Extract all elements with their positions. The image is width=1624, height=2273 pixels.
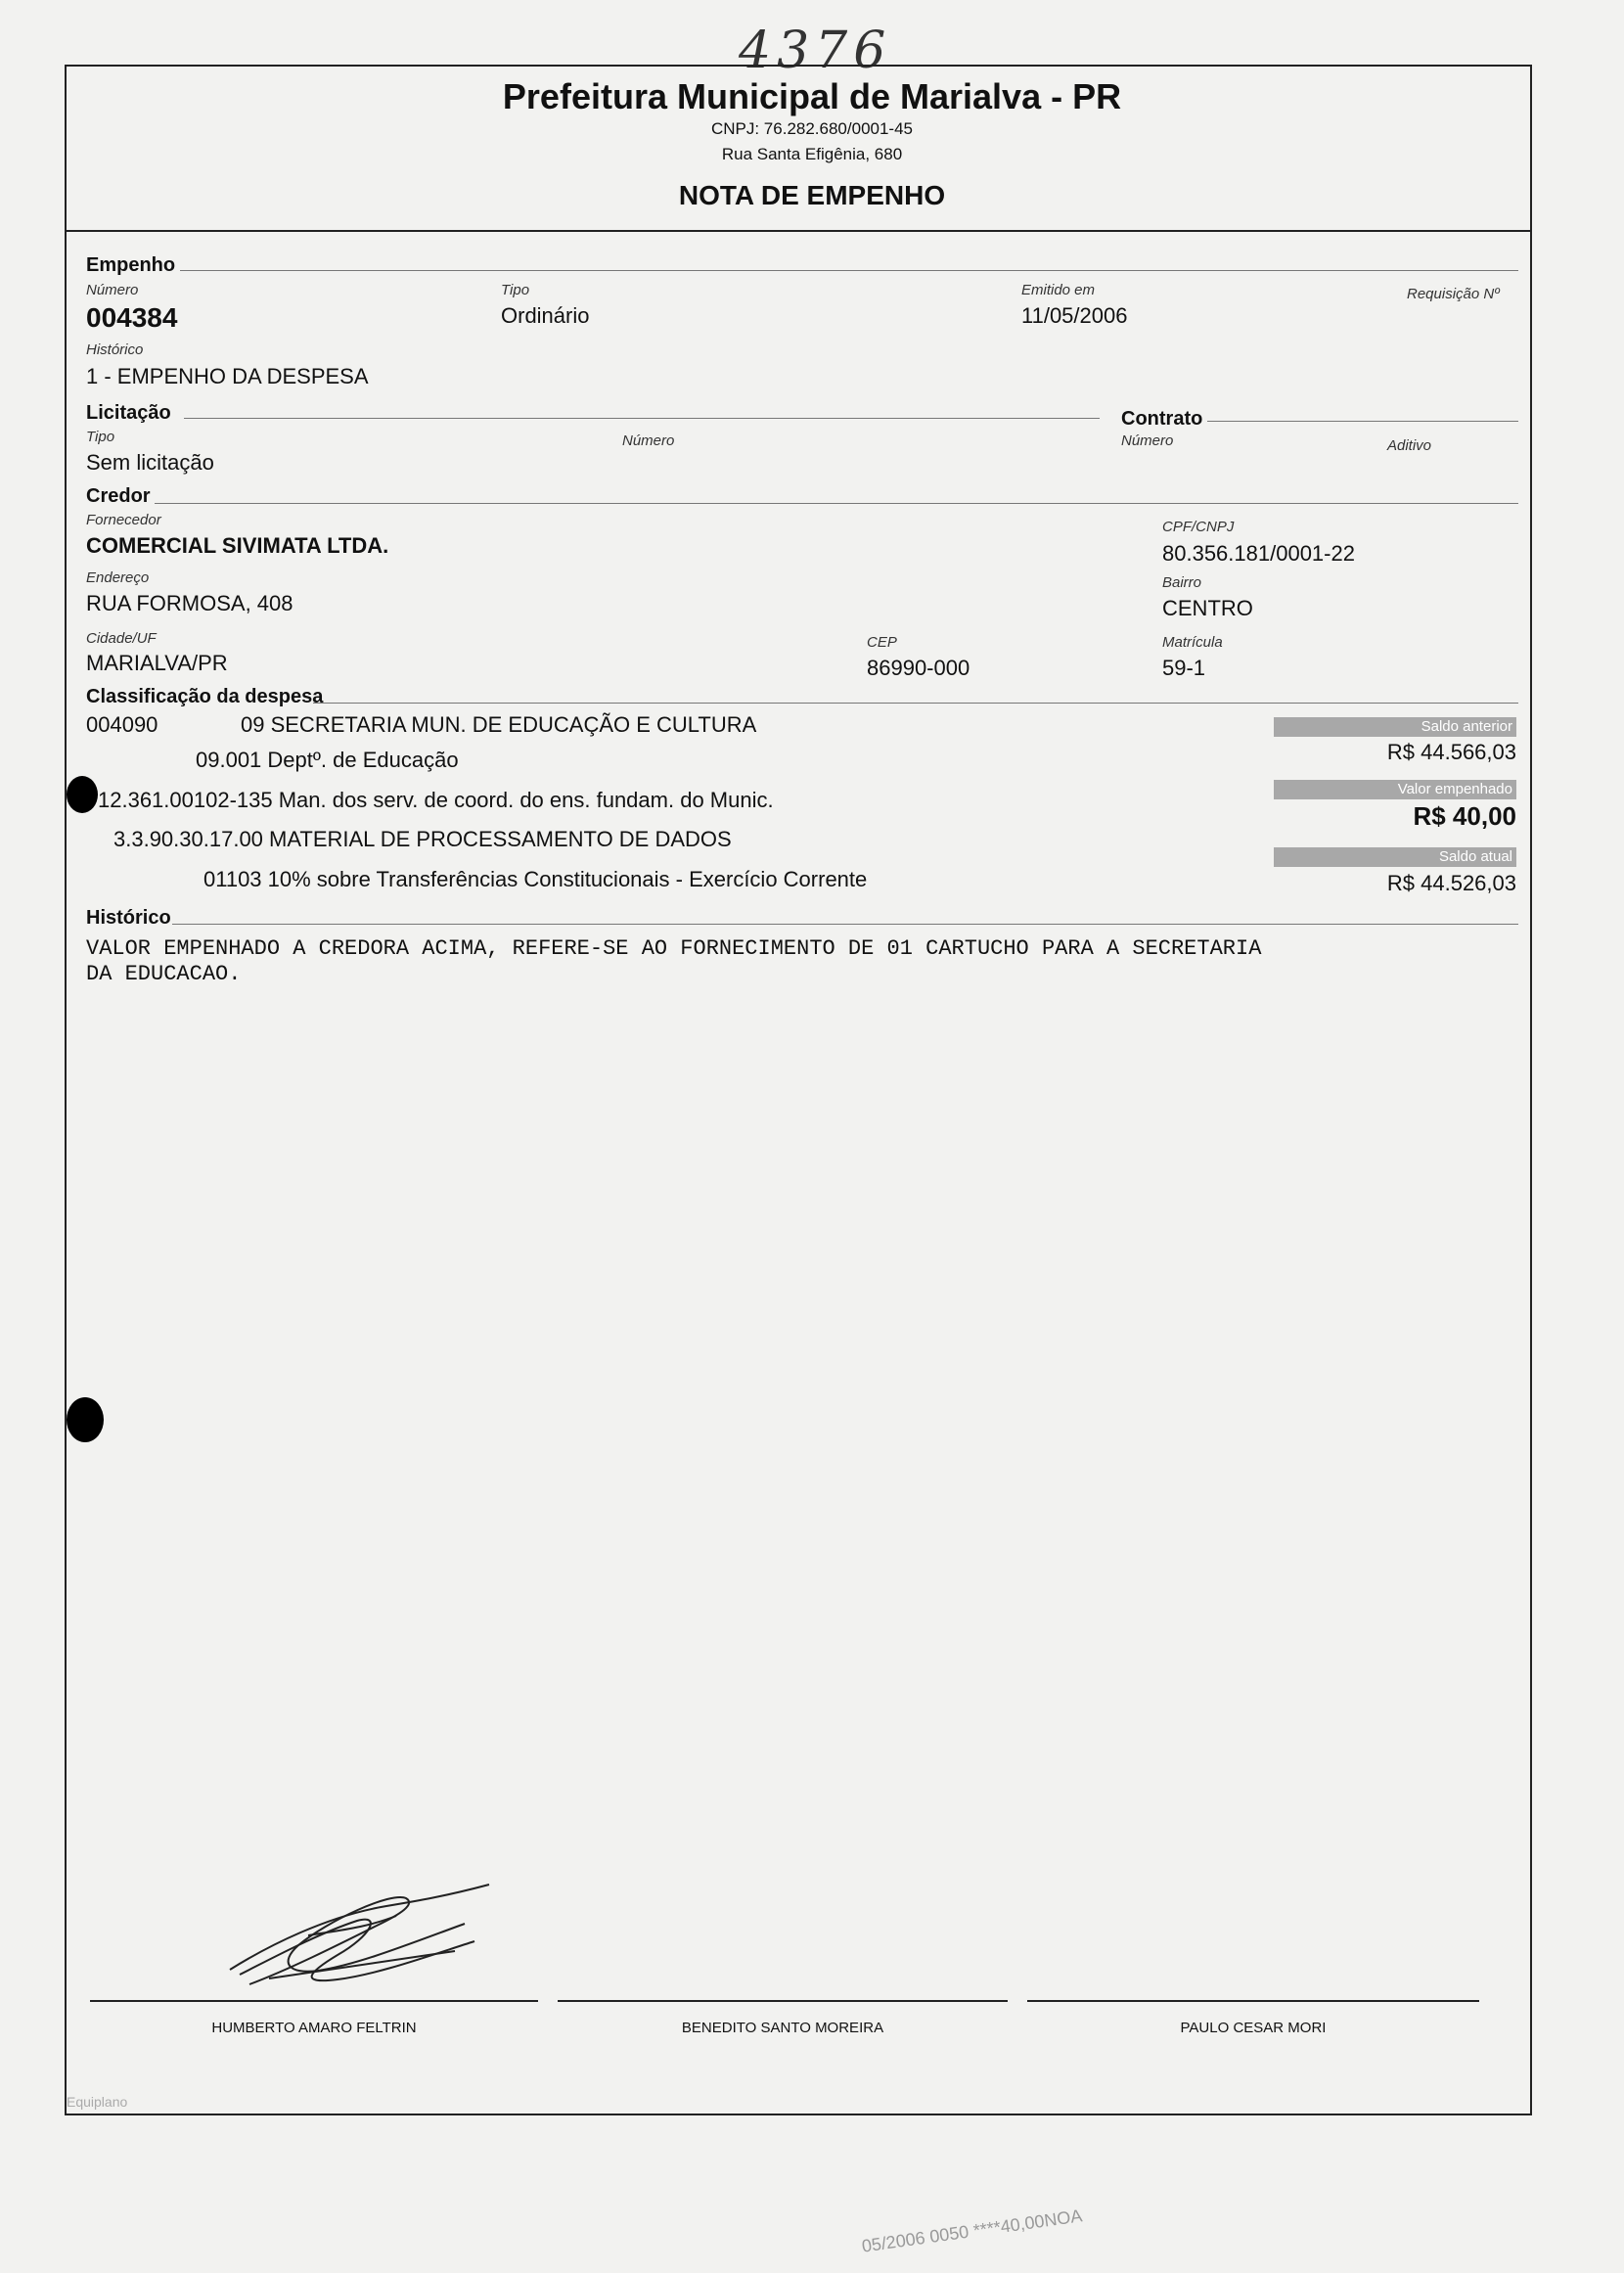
credor-cep: 86990-000 <box>867 656 970 680</box>
punch-hole-mark <box>67 1397 104 1442</box>
credor-cpf-label: CPF/CNPJ <box>1162 519 1235 535</box>
credor-cidade-label: Cidade/UF <box>86 630 157 647</box>
empenho-tipo-label: Tipo <box>501 282 530 298</box>
credor-endereco: RUA FORMOSA, 408 <box>86 591 293 615</box>
signatory-name: PAULO CESAR MORI <box>1180 2020 1327 2036</box>
credor-fornecedor-label: Fornecedor <box>86 512 161 528</box>
classificacao-orgao: 09 SECRETARIA MUN. DE EDUCAÇÃO E CULTURA <box>241 712 757 737</box>
valor-empenhado-value: R$ 40,00 <box>1413 801 1516 831</box>
handwritten-page-number: 4376 <box>739 22 892 80</box>
section-rule <box>172 924 1518 925</box>
credor-matricula-label: Matrícula <box>1162 634 1223 651</box>
empenho-historico: 1 - EMPENHO DA DESPESA <box>86 364 369 388</box>
signature-scribble <box>210 1877 504 2004</box>
valor-empenhado-label: Valor empenhado <box>1274 780 1516 799</box>
document-type: NOTA DE EMPENHO <box>678 180 946 210</box>
section-rule <box>313 703 1518 704</box>
licitacao-tipo: Sem licitação <box>86 450 214 475</box>
header-divider <box>65 230 1532 232</box>
classificacao-elemento: 3.3.90.30.17.00 MATERIAL DE PROCESSAMENTO DE DADOS <box>113 827 732 851</box>
signature-line <box>90 2000 538 2002</box>
signature-line <box>558 2000 1008 2002</box>
page-title: Prefeitura Municipal de Marialva - PR <box>502 76 1122 116</box>
signatory-name: BENEDITO SANTO MOREIRA <box>681 2020 884 2036</box>
empenho-numero-label: Número <box>86 282 139 298</box>
licitacao-numero-label: Número <box>622 432 675 449</box>
empenho-tipo: Ordinário <box>501 303 590 328</box>
signature-line <box>1027 2000 1479 2002</box>
saldo-atual-value: R$ 44.526,03 <box>1386 871 1516 895</box>
credor-cep-label: CEP <box>867 634 897 651</box>
section-rule <box>180 270 1518 271</box>
credor-cidade: MARIALVA/PR <box>86 651 228 675</box>
credor-bairro: CENTRO <box>1162 596 1253 620</box>
credor-cpf: 80.356.181/0001-22 <box>1162 541 1355 566</box>
section-empenho: Empenho <box>86 254 176 276</box>
section-rule <box>1207 421 1518 422</box>
licitacao-tipo-label: Tipo <box>86 429 115 445</box>
section-contrato: Contrato <box>1121 408 1203 430</box>
empenho-numero: 004384 <box>86 302 178 333</box>
section-credor: Credor <box>86 485 151 507</box>
classificacao-unidade: 09.001 Deptº. de Educação <box>196 748 459 772</box>
punch-hole-mark <box>67 776 98 813</box>
section-licitacao: Licitação <box>86 402 171 424</box>
requisicao-label: Requisição Nº <box>1407 286 1500 302</box>
section-classificacao: Classificação da despesa <box>86 686 324 707</box>
saldo-anterior-value: R$ 44.566,03 <box>1386 740 1516 764</box>
classificacao-fonte: 01103 10% sobre Transferências Constitucionais - Exercício Corrente <box>203 867 868 891</box>
credor-bairro-label: Bairro <box>1162 574 1202 591</box>
empenho-emitido: 11/05/2006 <box>1021 303 1128 328</box>
saldo-anterior-label: Saldo anterior <box>1274 717 1516 737</box>
empenho-emitido-label: Emitido em <box>1021 282 1096 298</box>
header-cnpj: CNPJ: 76.282.680/0001-45 <box>710 119 914 138</box>
signatory-name: HUMBERTO AMARO FELTRIN <box>211 2020 417 2036</box>
footer-software-note: Equiplano <box>67 2094 128 2110</box>
credor-fornecedor: COMERCIAL SIVIMATA LTDA. <box>86 533 389 558</box>
classificacao-acao: 12.361.00102-135 Man. dos serv. de coord. do ens. fundam. do Munic. <box>98 788 774 812</box>
empenho-historico-label: Histórico <box>86 341 144 358</box>
header-address: Rua Santa Efigênia, 680 <box>721 145 903 163</box>
historico-text-line-1: VALOR EMPENHADO A CREDORA ACIMA, REFERE-SE AO FORNECIMENTO DE 01 CARTUCHO PARA A SECRETARIA <box>86 936 1262 961</box>
section-rule <box>155 503 1518 504</box>
contrato-aditivo-label: Aditivo <box>1387 437 1432 454</box>
saldo-atual-label: Saldo atual <box>1274 847 1516 867</box>
bank-stamp: 05/2006 0050 ****40,00NOA <box>860 2205 1084 2256</box>
credor-endereco-label: Endereço <box>86 569 150 586</box>
section-rule <box>184 418 1100 419</box>
historico-text-line-2: DA EDUCACAO. <box>86 962 242 986</box>
classificacao-codigo: 004090 <box>86 712 158 737</box>
credor-matricula: 59-1 <box>1162 656 1206 680</box>
section-historico: Histórico <box>86 907 171 929</box>
contrato-numero-label: Número <box>1121 432 1174 449</box>
